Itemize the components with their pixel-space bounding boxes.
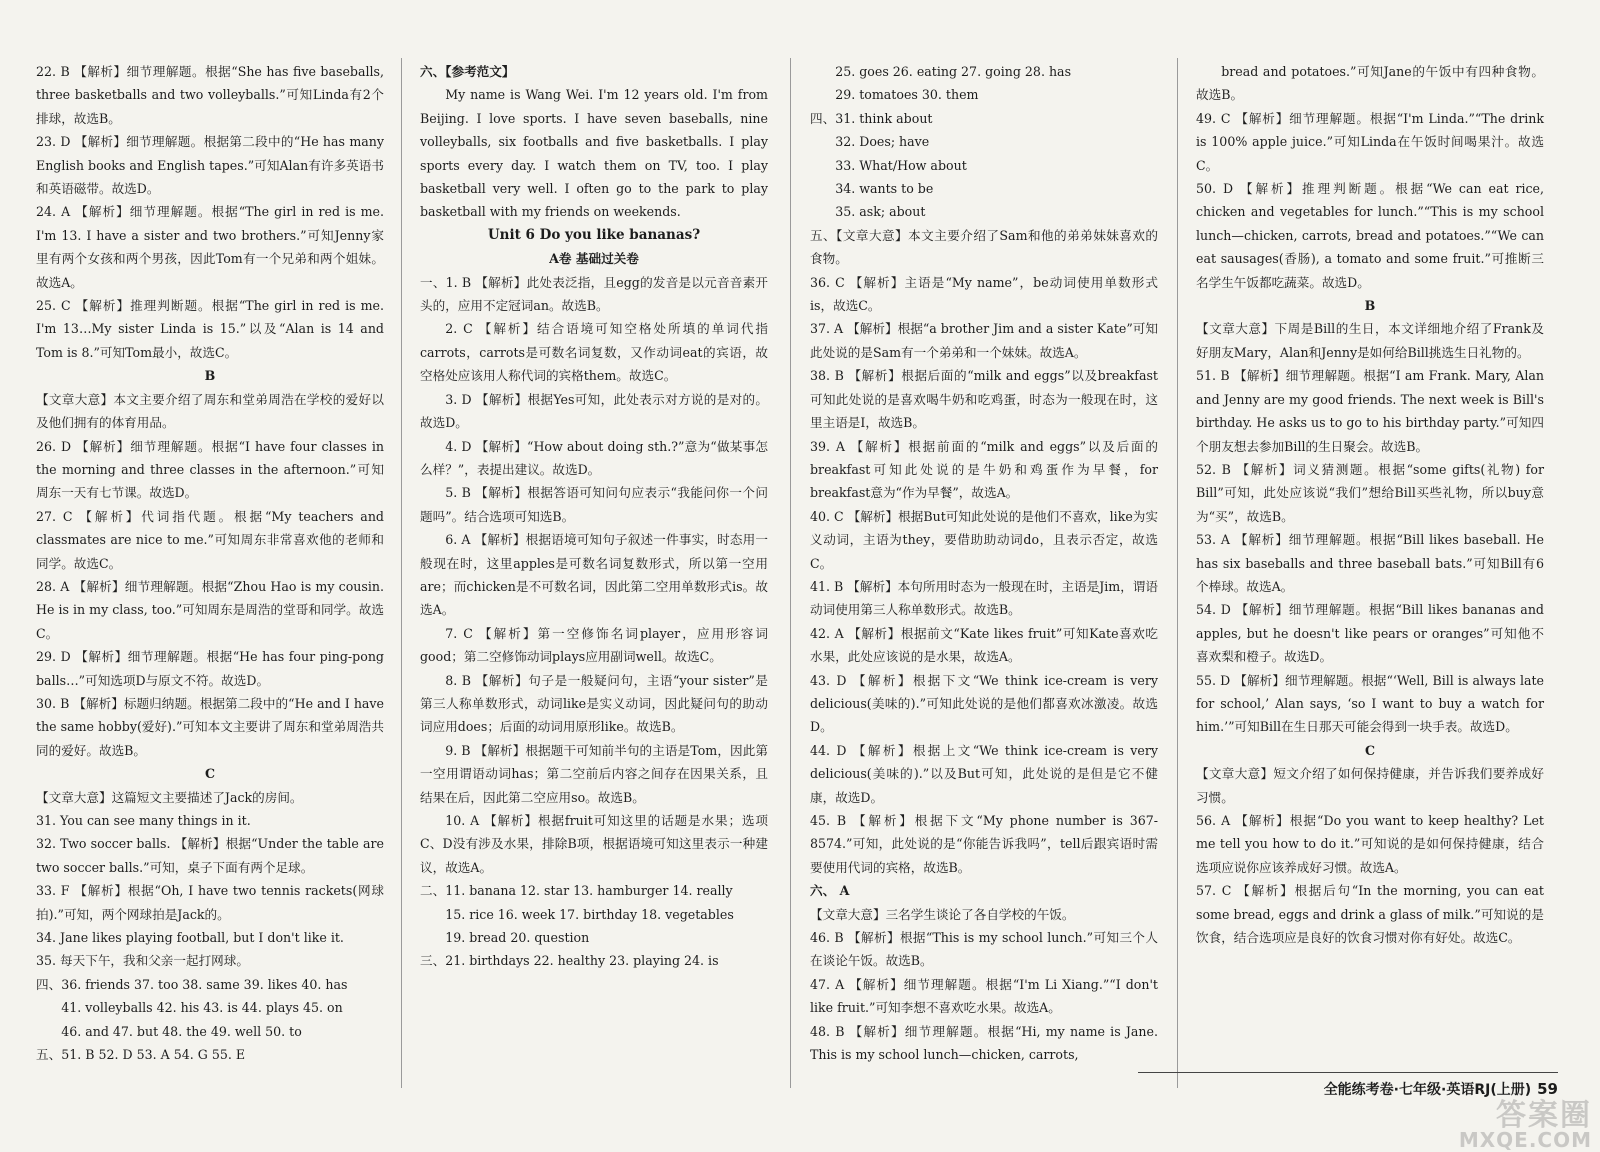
answer-line: 35. 每天下午，我和父亲一起打网球。 [36, 953, 249, 969]
answer-line: 48. B 【解析】细节理解题。根据“Hi, my name is Jane. This is my school lunch—chicken, carrots, [810, 1023, 1158, 1063]
answer-line: 25. C 【解析】推理判断题。根据“The girl in red is me. I'm 13…My sister Linda is 15.”以及“Alan is 14 and Tom is 8.”可知Tom最小，故选C。 [36, 298, 384, 360]
answer-line: 56. A 【解析】根据“Do you want to keep healthy? Let me tell you how to do it.”可知说的是如何保持健康，结合选项应说你应该养成好习惯。故选A。 [1196, 813, 1544, 875]
answer-line: 34. Jane likes playing football, but I don't like it. [36, 930, 344, 946]
answer-line: 43. D 【解析】根据下文“We think ice-cream is very delicious(美味的).”可知此处说的是他们都喜欢冰激凌。故选D。 [810, 672, 1158, 735]
answer-line: 54. D 【解析】细节理解题。根据“Bill likes bananas and apples, but he doesn't like pears or oranges”可知他不喜欢梨和橙子。故选D。 [1196, 602, 1544, 665]
answer-line: 46. and 47. but 48. the 49. well 50. to [61, 1023, 302, 1039]
answer-line: 53. A 【解析】细节理解题。根据“Bill likes baseball. He has six baseballs and three baseball bats.”可知Bill有6个棒球。故选A。 [1196, 532, 1544, 594]
answer-line: C [1364, 742, 1376, 758]
footer-rule [1138, 1072, 1558, 1073]
answer-line: Unit 6 Do you like bananas? [487, 226, 701, 243]
answer-line: 34. wants to be [835, 181, 934, 197]
answer-line: bread and potatoes.”可知Jane的午饭中有四种食物。故选B。 [1196, 64, 1544, 103]
column-3 [810, 60, 1158, 1066]
answer-line: 28. A 【解析】细节理解题。根据“Zhou Hao is my cousin. He is in my class, too.”可知周东是周浩的堂哥和同学。故选C。 [36, 578, 384, 641]
site-watermark [1432, 1090, 1592, 1152]
watermark-logo-text: 答案圈 [1496, 1098, 1592, 1133]
answer-line: B [1364, 298, 1376, 314]
answer-line: 三、21. birthdays 22. healthy 23. playing 24. is [420, 953, 719, 969]
answer-line: 29. D 【解析】细节理解题。根据“He has four ping-pong balls…”可知选项D与原文不符。故选D。 [36, 649, 384, 688]
answer-line: 33. F 【解析】根据“Oh, I have two tennis rackets(网球拍).”可知，两个网球拍是Jack的。 [36, 883, 384, 922]
column-2 [420, 60, 768, 973]
answer-line: 5. B 【解析】根据答语可知问句应表示“我能问你一个问题吗”。结合选项可知选B。 [420, 485, 768, 524]
answer-line: 4. D 【解析】“How about doing sth.?”意为“做某事怎么样？”，表提出建议。故选D。 [420, 438, 768, 477]
answer-line: 31. You can see many things in it. [36, 813, 251, 828]
answer-line: 六、【参考范文】 [420, 64, 515, 79]
column-divider [790, 58, 791, 1088]
answer-line: 29. tomatoes 30. them [835, 87, 979, 103]
answer-line: 33. What/How about [835, 157, 967, 173]
answer-line: 9. B 【解析】根据题干可知前半句的主语是Tom，因此第一空用谓语动词has；第二空前后内容之间存在因果关系，且结果在后，因此第二空应用so。故选B。 [420, 742, 768, 805]
answer-line: 五、【文章大意】本文主要介绍了Sam和他的弟弟妹妹喜欢的食物。 [810, 227, 1158, 267]
answer-line: 【文章大意】本文主要介绍了周东和堂弟周浩在学校的爱好以及他们拥有的体育用品。 [36, 391, 384, 431]
answer-line: 32. Two soccer balls. 【解析】根据“Under the table are two soccer balls.”可知，桌子下面有两个足球。 [36, 836, 384, 875]
page-number: 59 [1537, 1080, 1558, 1098]
answer-line: 22. B 【解析】细节理解题。根据“She has five baseballs, three basketballs and two volleyballs.”可知Linda有2个排球，故选B。 [36, 64, 384, 126]
answer-line: 【文章大意】三名学生谈论了各自学校的午饭。 [810, 906, 1075, 922]
column-divider [1177, 58, 1178, 1088]
answer-line: A卷 基础过关卷 [549, 251, 639, 267]
answer-line: 36. C 【解析】主语是“My name”，be动词使用单数形式is，故选C。 [810, 274, 1158, 314]
answer-line: 46. B 【解析】根据“This is my school lunch.”可知三个人在谈论午饭。故选B。 [810, 930, 1158, 969]
answer-line: 39. A 【解析】根据前面的“milk and eggs”以及后面的breakfast可知此处说的是牛奶和鸡蛋作为早餐，for breakfast意为“作为早餐”，故选A。 [810, 438, 1158, 501]
answer-line: 二、11. banana 12. star 13. hamburger 14. really [420, 883, 733, 899]
series-title: 全能练考卷·七年级·英语RJ(上册) [1323, 1082, 1532, 1098]
answer-line: 15. rice 16. week 17. birthday 18. vegetables [445, 906, 734, 922]
answer-line: 23. D 【解析】细节理解题。根据第二段中的“He has many English books and English tapes.”可知Alan有许多英语书和英语磁带。故选D。 [36, 134, 384, 197]
answer-line: 27. C 【解析】代词指代题。根据“My teachers and classmates are nice to me.”可知周东非常喜欢他的老师和同学。故选C。 [36, 508, 384, 571]
answer-line: 35. ask; about [835, 204, 926, 220]
answer-line: 30. B 【解析】标题归纳题。根据第二段中的“He and I have the same hobby(爱好).”可知本文主要讲了周东和堂弟周浩共同的爱好。故选B。 [36, 695, 384, 758]
column-1 [36, 60, 384, 1066]
answer-line: 26. D 【解析】细节理解题。根据“I have four classes in the morning and three classes in the afternoon.”可知周东一天有七节课。故选D。 [36, 438, 384, 501]
answer-line: 6. A 【解析】根据语境可知句子叙述一件事实，时态用一般现在时，这里apples是可数名词复数形式，所以第一空用are；而chicken是不可数名词，因此第二空用单数形式is。故选A。 [420, 532, 768, 618]
answer-line: 55. D 【解析】细节理解题。根据“‘Well, Bill is always late for school,’ Alan says, ‘so I want to buy a watch for him.’”可知Bill在生日那天可能会得到一块手表。故选D。 [1196, 672, 1544, 735]
answer-line: 8. B 【解析】句子是一般疑问句，主语“your sister”是第三人称单数形式，动词like是实义动词，因此疑问句的助动词应用does；后面的动词用原形like。故选B。 [420, 672, 768, 735]
answer-line: 25. goes 26. eating 27. going 28. has [835, 64, 1072, 79]
answer-line: 32. Does; have [835, 134, 930, 150]
answer-line: B [204, 368, 216, 384]
answer-line: 【文章大意】这篇短文主要描述了Jack的房间。 [36, 789, 303, 805]
answer-line: My name is Wang Wei. I'm 12 years old. I'm from Beijing. I love sports. I have seven baseballs, nine volleyballs, six footballs and five basketballs. I play sports every day. I watch them on TV, too. I play basketball very well. I often go to the park to play basketball with my friends on weekends. [420, 87, 768, 220]
answer-line: 41. B 【解析】本句所用时态为一般现在时，主语是Jim，谓语动词使用第三人称单数形式。故选B。 [810, 578, 1158, 618]
answer-line: 10. A 【解析】根据fruit可知这里的话题是水果；选项C、D没有涉及水果，排除B项，根据语境可知这里表示一种建议，故选A。 [420, 813, 768, 875]
answer-line: 2. C 【解析】结合语境可知空格处所填的单词代指carrots，carrots是可数名词复数，又作动词eat的宾语，故空格处应该用人称代词的宾格them。故选C。 [420, 321, 768, 384]
answer-line: 49. C 【解析】细节理解题。根据“I'm Linda.”“The drink is 100% apple juice.”可知Linda在午饭时间喝果汁。故选C。 [1196, 110, 1544, 173]
answer-line: 3. D 【解析】根据Yes可知，此处表示对方说的是对的。故选D。 [420, 391, 768, 431]
answer-line: 50. D 【解析】推理判断题。根据“We can eat rice, chicken and vegetables for lunch.”“This is my school lunch—chicken, carrots, bread and potatoes.”“We can eat sausages(香肠), a tomato and some fruit.”可推断三名学生午饭都吃蔬菜。故选D。 [1196, 181, 1544, 290]
answer-line: 【文章大意】短文介绍了如何保持健康，并告诉我们要养成好习惯。 [1196, 766, 1544, 805]
answer-line: 47. A 【解析】细节理解题。根据“I'm Li Xiang.”“I don't like fruit.”可知李想不喜欢吃水果。故选A。 [810, 976, 1158, 1016]
column-divider [401, 58, 402, 1088]
answer-line: 45. B 【解析】根据下文“My phone number is 367-8574.”可知，此处说的是“你能告诉我吗”，tell后跟宾语时需要使用代词的宾格，故选B。 [810, 813, 1158, 875]
answer-line: 一、1. B 【解析】此处表泛指，且egg的发音是以元音音素开头的，应用不定冠词an。故选B。 [420, 274, 768, 314]
answer-line: 44. D 【解析】根据上文“We think ice-cream is very delicious(美味的).”以及But可知，此处说的是但是它不健康，故选D。 [810, 742, 1158, 805]
answer-line: 五、51. B 52. D 53. A 54. G 55. E [36, 1047, 246, 1063]
watermark-url: MXQE.COM [1458, 1128, 1592, 1152]
answer-line: 42. A 【解析】根据前文“Kate likes fruit”可知Kate喜欢吃水果，此处应该说的是水果，故选A。 [810, 625, 1158, 665]
answer-line: 40. C 【解析】根据But可知此处说的是他们不喜欢，like为实义动词，主语为they，要借助助动词do，且表示否定，故选C。 [810, 508, 1158, 571]
answer-line: 24. A 【解析】细节理解题。根据“The girl in red is me. I'm 13. I have a sister and two brothers.”可知Jenny家里有两个女孩和两个男孩，因此Tom有一个兄弟和两个姐妹。故选A。 [36, 204, 384, 290]
answer-line: 四、31. think about [810, 110, 933, 126]
answer-line: 51. B 【解析】细节理解题。根据“I am Frank. Mary, Alan and Jenny are my good friends. The next week is Bill's birthday. He asks us to go to his birthday party.”可知四个朋友想去参加Bill的生日聚会。故选B。 [1196, 368, 1544, 454]
answer-line: C [204, 766, 216, 782]
answer-line: 【文章大意】下周是Bill的生日，本文详细地介绍了Frank及好朋友Mary，Alan和Jenny是如何给Bill挑选生日礼物的。 [1196, 321, 1544, 360]
answer-line: 38. B 【解析】根据后面的“milk and eggs”以及breakfast可知此处说的是喜欢喝牛奶和吃鸡蛋，时态为一般现在时，这里主语是I，故选B。 [810, 368, 1158, 431]
answer-line: 四、36. friends 37. too 38. same 39. likes 40. has [36, 976, 348, 992]
column-4 [1196, 60, 1544, 949]
answer-line: 52. B 【解析】词义猜测题。根据“some gifts(礼物) for Bill”可知，此处应该说“我们”想给Bill买些礼物，所以buy意为“买”，故选B。 [1196, 461, 1544, 524]
answer-line: 六、 A [810, 883, 850, 899]
answer-line: 7. C 【解析】第一空修饰名词player，应用形容词good；第二空修饰动词plays应用副词well。故选C。 [420, 625, 768, 665]
answer-line: 57. C 【解析】根据后句“In the morning, you can eat some bread, eggs and drink a glass of milk.”可知说的是饮食，结合选项应是良好的饮食习惯对你有好处。故选C。 [1196, 883, 1544, 946]
answer-line: 41. volleyballs 42. his 43. is 44. plays 45. on [61, 1000, 343, 1016]
answer-line: 37. A 【解析】根据“a brother Jim and a sister Kate”可知此处说的是Sam有一个弟弟和一个妹妹。故选A。 [810, 321, 1158, 360]
answer-line: 19. bread 20. question [445, 930, 590, 946]
